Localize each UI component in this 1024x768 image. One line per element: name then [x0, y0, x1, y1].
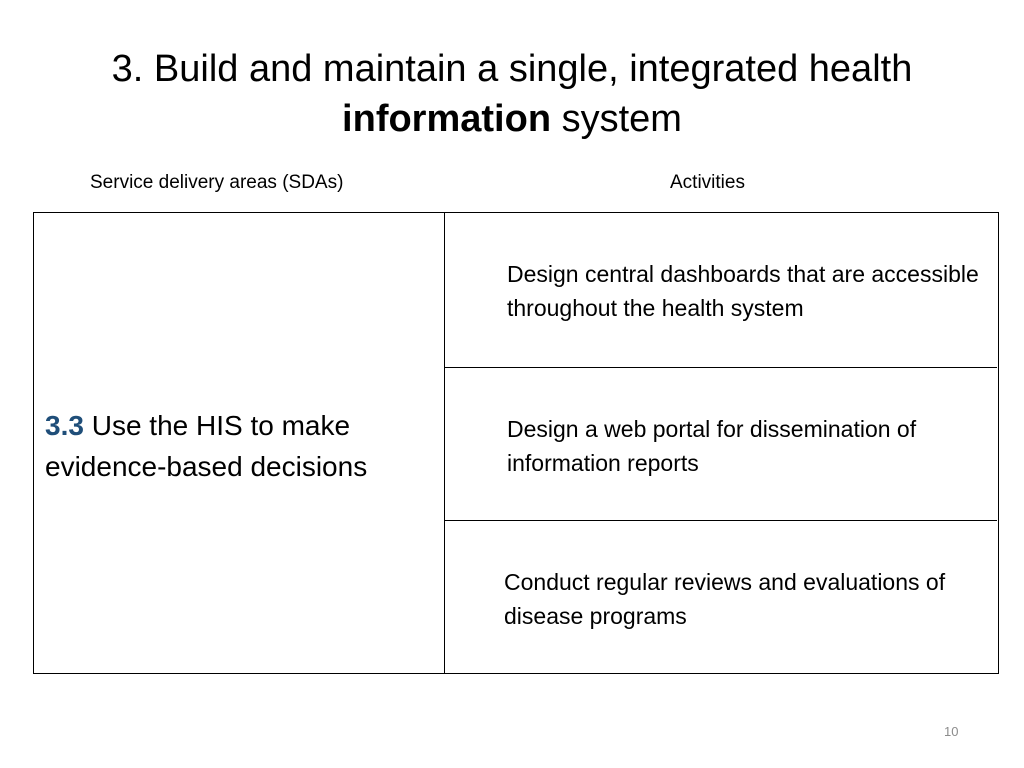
slide-title-line1: 3. Build and maintain a single, integrated health — [111, 48, 913, 90]
sda-description: Use the HIS to make evidence-based decisions — [45, 410, 368, 482]
slide-title-rest: system — [551, 98, 682, 140]
sda-activities-table — [33, 212, 999, 674]
activity-cell — [445, 213, 997, 366]
sda-number: 3.3 — [45, 410, 84, 441]
slide-title-bold-word: information — [342, 98, 552, 140]
activity-text: Design central dashboards that are accessible throughout the health system — [507, 261, 979, 321]
activity-text: Conduct regular reviews and evaluations of disease programs — [504, 569, 946, 629]
activity-cell — [445, 520, 997, 672]
sda-text — [45, 405, 435, 487]
sda-cell — [34, 213, 445, 673]
column-header-activities: Activities — [670, 172, 745, 193]
column-header-sda: Service delivery areas (SDAs) — [90, 172, 344, 193]
activity-text: Design a web portal for dissemination of information reports — [507, 416, 917, 476]
slide-number: 10 — [944, 724, 959, 739]
slide-title — [0, 44, 1024, 144]
activity-cell — [445, 367, 997, 520]
